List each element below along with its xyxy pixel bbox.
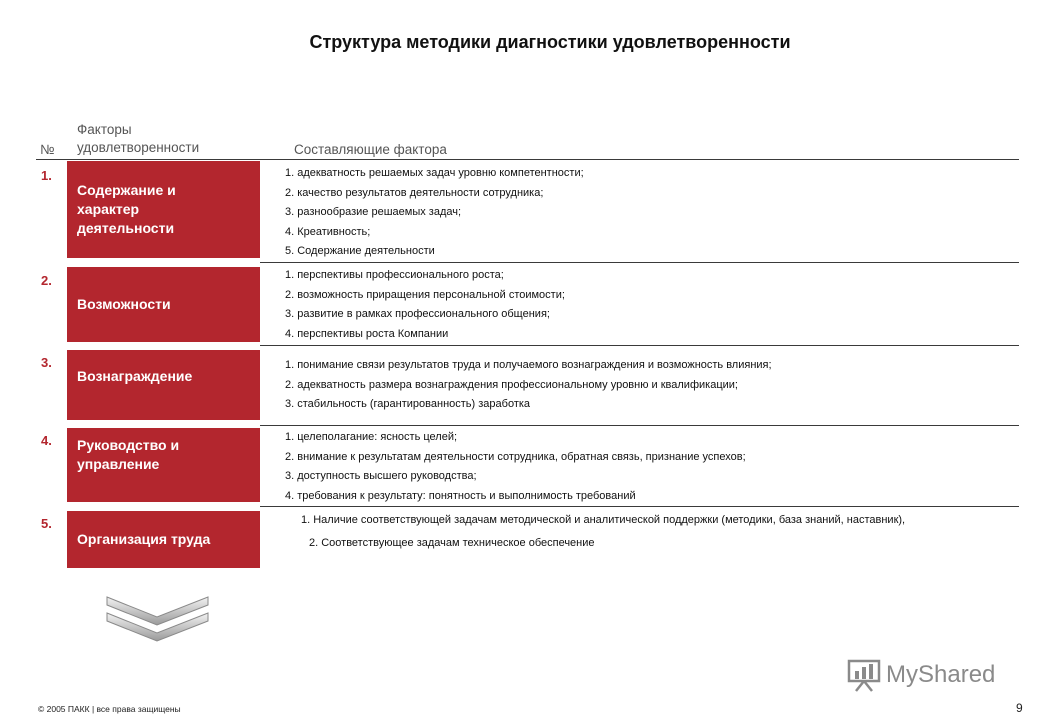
component-item: 4. Креативность;	[285, 225, 371, 238]
factor-label: деятельности	[77, 220, 175, 236]
row-number: 1.	[41, 168, 52, 183]
factor-box	[67, 511, 260, 568]
factor-label: Вознаграждение	[77, 367, 193, 384]
watermark-logo	[846, 656, 995, 694]
page-title: Структура методики диагностики удовлетворенности	[309, 32, 791, 52]
header-rule	[36, 159, 1019, 160]
component-item: 1. адекватность решаемых задач уровню компетентности;	[285, 167, 584, 179]
header-factors	[77, 121, 199, 157]
logo-text: MyShared	[886, 661, 996, 688]
factor-box	[67, 428, 260, 502]
factor-box	[67, 161, 260, 258]
component-item: 3. развитие в рамках профессионального общения;	[285, 308, 550, 320]
component-item: 4. перспективы роста Компании	[285, 327, 449, 340]
component-item: 1. Наличие соответствующей задачам методической и аналитической поддержки (методики, база знаний, наставник),	[301, 514, 906, 526]
component-list	[285, 428, 746, 506]
row-divider	[260, 506, 1019, 507]
component-item: 2. внимание к результатам деятельности сотрудника, обратная связь, признание успехов;	[285, 450, 746, 463]
component-list	[285, 513, 945, 554]
factor-label: управление	[77, 456, 160, 472]
factor-label: характер	[77, 201, 140, 217]
row-divider	[260, 425, 1019, 426]
row-number: 3.	[41, 355, 52, 370]
component-item: 3. стабильность (гарантированность) заработка	[285, 398, 531, 410]
component-item: 4. требования к результату: понятность и выполнимость требований	[285, 489, 636, 502]
component-item: 2. адекватность размера вознаграждения профессиональному уровню и квалификации;	[285, 378, 738, 391]
factor-box	[67, 350, 260, 420]
header-components: Составляющие фактора	[294, 142, 447, 157]
row-number: 4.	[41, 433, 52, 448]
component-item: 1. понимание связи результатов труда и получаемого вознаграждения и возможность влияния;	[285, 359, 772, 371]
component-list	[285, 356, 772, 415]
component-item: 5. Содержание деятельности	[285, 245, 435, 257]
row-number: 2.	[41, 273, 52, 288]
row-number: 5.	[41, 516, 52, 531]
copyright-footer: © 2005 ПАКК | все права защищены	[38, 704, 181, 714]
factor-label: Организация труда	[77, 531, 211, 547]
component-item: 2. возможность приращения персональной стоимости;	[285, 288, 565, 301]
factor-label: Возможности	[77, 296, 171, 312]
component-item: 3. доступность высшего руководства;	[285, 470, 477, 482]
component-list	[285, 164, 584, 262]
factor-label: Содержание и	[77, 182, 176, 198]
component-item: 1. целеполагание: ясность целей;	[285, 431, 458, 443]
component-item: 1. перспективы профессионального роста;	[285, 269, 504, 281]
component-item: 3. разнообразие решаемых задач;	[285, 206, 462, 218]
header-factors-line2: удовлетворенности	[77, 140, 200, 155]
chevron-down-icon	[105, 595, 210, 645]
row-divider	[260, 345, 1019, 346]
factor-box	[67, 267, 260, 342]
header-number: №	[40, 142, 55, 157]
header-factors-line1: Факторы	[77, 122, 132, 137]
presentation-board-icon	[846, 657, 882, 693]
row-divider	[260, 262, 1019, 263]
component-list	[285, 266, 565, 344]
factor-label: Руководство и	[77, 437, 180, 453]
page-number: 9	[1016, 701, 1023, 715]
component-item: 2. качество результатов деятельности сотрудника;	[285, 186, 544, 199]
component-item: 2. Соответствующее задачам техническое обеспечение	[309, 537, 595, 549]
